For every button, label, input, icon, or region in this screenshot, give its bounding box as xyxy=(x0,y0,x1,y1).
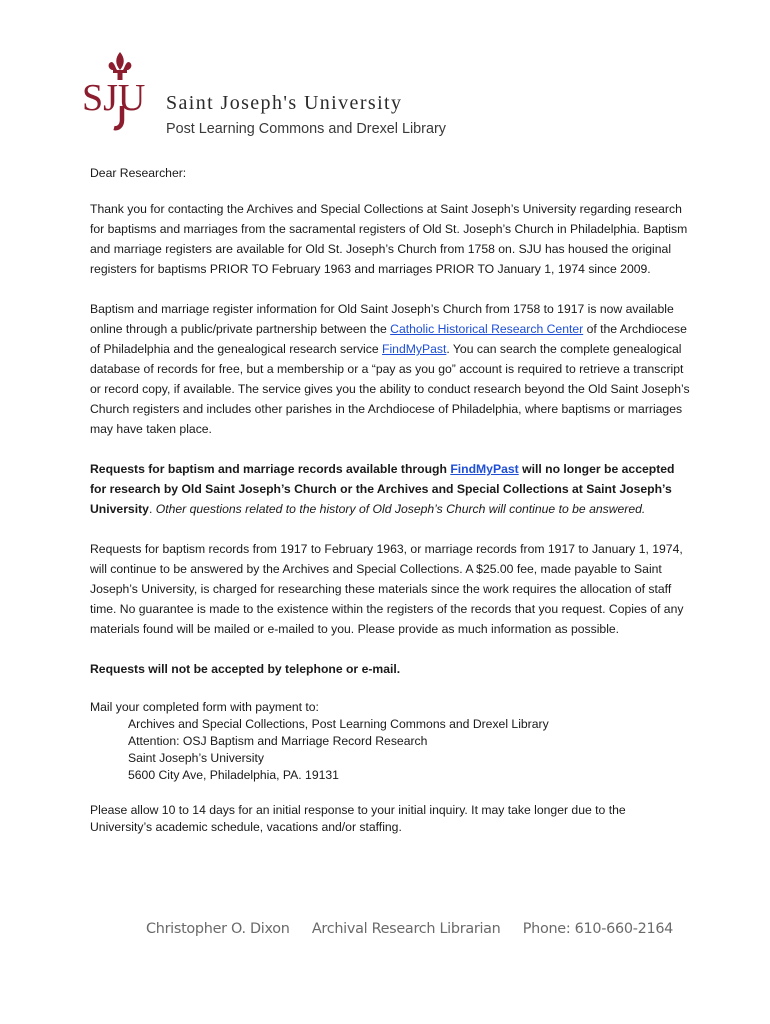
department-name: Post Learning Commons and Drexel Library xyxy=(166,121,446,137)
findmypast-link-2[interactable]: FindMyPast xyxy=(450,462,519,476)
footer-phone: Phone: 610-660-2164 xyxy=(522,921,674,937)
p3-bold-a: Requests for baptism and marriage records available through xyxy=(90,462,451,476)
letter-body xyxy=(90,163,690,836)
paragraph-fees: Requests for baptism records from 1917 to February 1963, or marriage records from 1917 to January 1, 1974, will continue to be answered by the Archives and Special Collections. A $25.00 fee, made payable to Saint Joseph’s University, is charged for researching these materials since the work requires the allocation of staff time. No guarantee is made to the existence within the registers of the records that you request. Copies of any materials found will be mailed or e-mailed to you. Please provide as much information as possible. xyxy=(90,542,684,636)
findmypast-link[interactable]: FindMyPast xyxy=(382,342,447,356)
paragraph-no-phone: Requests will not be accepted by telephone or e-mail. xyxy=(90,662,401,676)
paragraph-requests-notice xyxy=(90,459,690,519)
sju-logo-icon xyxy=(82,50,162,132)
address-line: Archives and Special Collections, Post Learning Commons and Drexel Library xyxy=(128,717,549,731)
chrc-link[interactable]: Catholic Historical Research Center xyxy=(390,322,584,336)
footer-title: Archival Research Librarian xyxy=(311,921,501,937)
svg-text:SJU: SJU xyxy=(82,77,146,119)
p3-period: . xyxy=(148,502,156,516)
footer-name: Christopher O. Dixon xyxy=(146,921,290,937)
mailing-instructions xyxy=(90,699,690,784)
p2-text-b: of the Archdiocese of Philadelphia and the genealogical research service xyxy=(90,322,687,356)
signature-footer xyxy=(146,921,706,937)
address-line: Attention: OSJ Baptism and Marriage Record Research xyxy=(128,734,428,748)
p2-text-c: . You can search the complete genealogical database of records for free, but a membership or a “pay as you go” account is required to retrieve a transcript or record copy, if available. The service gives you the ability to conduct research beyond the Old Saint Joseph’s Church registers and includes other parishes in the Archdiocese of Philadelphia, where baptisms or marriages may have taken place. xyxy=(90,342,690,436)
salutation: Dear Researcher: xyxy=(90,166,187,180)
p3-italic: Other questions related to the history of Old Joseph’s Church will continue to be answered. xyxy=(155,502,646,516)
paragraph-online-access xyxy=(90,299,690,439)
address-line: Saint Joseph’s University xyxy=(128,751,264,765)
paragraph-closing: Please allow 10 to 14 days for an initial response to your initial inquiry. It may take longer due to the University’s academic schedule, vacations and/or staffing. xyxy=(90,803,626,834)
p3-bold-b: will no longer be accepted for research by Old Saint Joseph’s Church or the Archives and Special Collections at Saint Joseph’s University xyxy=(90,462,675,516)
address-line: 5600 City Ave, Philadelphia, PA. 19131 xyxy=(128,768,339,782)
p2-text-a: Baptism and marriage register information for Old Saint Joseph’s Church from 1758 to 1917 is now available online through a public/private partnership between the xyxy=(90,302,674,336)
university-name: Saint Joseph's University xyxy=(166,92,403,114)
paragraph-intro: Thank you for contacting the Archives and Special Collections at Saint Joseph’s University regarding research for baptisms and marriages from the sacramental registers of Old St. Joseph’s Church in Philadelphia. Baptism and marriage registers are available for Old St. Joseph’s Church from 1758 on. SJU has housed the original registers for baptisms PRIOR TO February 1963 and marriages PRIOR TO January 1, 1974 since 2009. xyxy=(90,202,688,276)
mail-intro: Mail your completed form with payment to: xyxy=(90,700,319,714)
mailing-address xyxy=(90,716,690,784)
